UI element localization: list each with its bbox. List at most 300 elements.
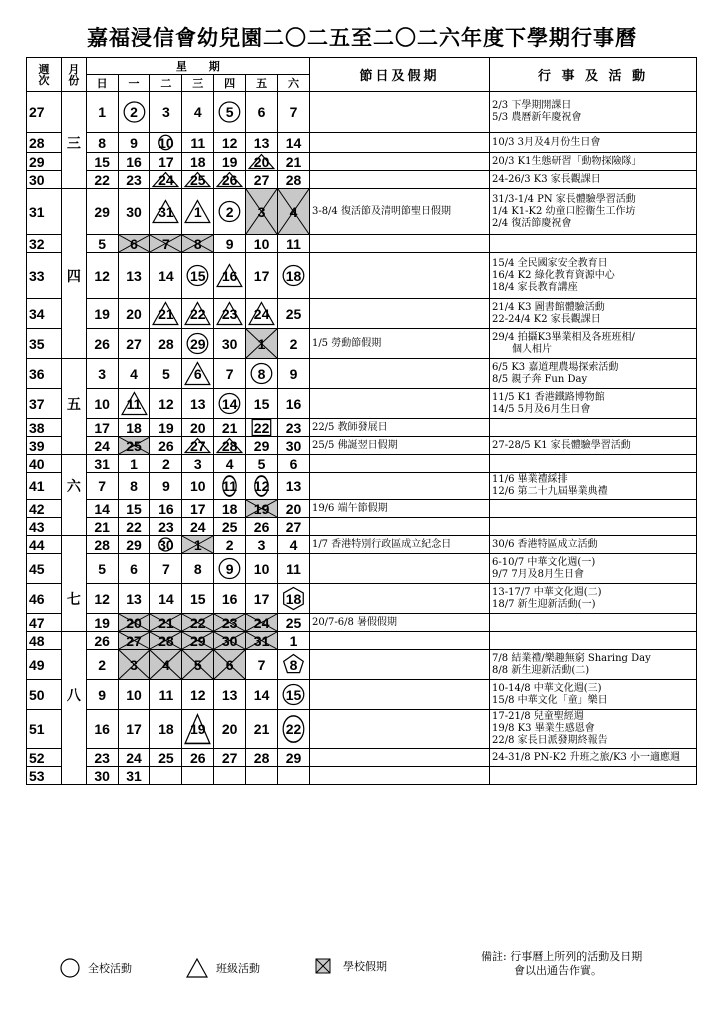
day-number: 27	[126, 335, 142, 352]
day-cell	[150, 473, 182, 500]
day-cell	[278, 518, 310, 536]
day-number: 2	[162, 455, 170, 472]
day-cell	[150, 710, 182, 749]
month-label	[61, 554, 86, 584]
day-number: 26	[253, 518, 270, 535]
day-cell	[86, 329, 118, 359]
day-cell	[86, 614, 118, 632]
day-number: 3	[193, 455, 202, 472]
day-number: 30	[126, 203, 142, 220]
activity-line: 24-31/8 PN-K2 升班之旅/K3 小一適應週	[492, 751, 681, 763]
legend-class: 班級活動	[186, 958, 260, 978]
month-label: 六	[61, 473, 86, 500]
day-cell	[246, 299, 278, 329]
day-cell	[182, 92, 214, 133]
day-cell	[278, 389, 310, 419]
activity-cell	[490, 235, 697, 253]
week-number: 35	[27, 329, 62, 359]
header-month: 月 份	[61, 58, 86, 92]
week-row	[27, 133, 697, 153]
month-label	[61, 749, 86, 767]
holiday-cell	[309, 389, 489, 419]
day-number: 9	[130, 134, 138, 151]
day-number: 18	[190, 153, 206, 170]
day-cell	[86, 299, 118, 329]
day-number: 31	[94, 455, 110, 472]
day-cell	[118, 171, 150, 189]
day-number: 10	[190, 478, 206, 494]
week-row	[27, 171, 697, 189]
day-cell	[278, 680, 310, 710]
day-cell	[182, 359, 214, 389]
day-number: 24	[126, 749, 142, 766]
activity-line: 2/4 復活節慶祝會	[492, 217, 572, 229]
day-number: 23	[221, 614, 238, 631]
week-number: 53	[27, 767, 62, 785]
day-cell	[246, 235, 278, 253]
day-cell	[246, 680, 278, 710]
week-number: 46	[27, 584, 62, 614]
day-number: 17	[190, 500, 206, 517]
day-cell	[118, 253, 150, 299]
day-cell	[214, 710, 246, 749]
day-cell	[118, 419, 150, 437]
day-cell	[118, 632, 150, 650]
day-cell	[86, 189, 118, 235]
activity-line: 22/8 家長日派發期終報告	[492, 735, 608, 746]
day-number: 12	[190, 686, 206, 703]
month-label	[61, 299, 86, 329]
holiday-cell	[309, 235, 489, 253]
activity-cell	[490, 153, 697, 171]
day-number: 19	[190, 721, 206, 737]
holiday-cell: 3-8/4 復活節及清明節聖日假期	[309, 189, 489, 235]
month-label	[61, 235, 86, 253]
day-number: 15	[253, 395, 270, 412]
day-cell	[246, 632, 278, 650]
day-number: 12	[221, 134, 238, 151]
day-number: 30	[221, 335, 238, 352]
header-weekday: 三	[182, 75, 214, 92]
day-cell	[86, 554, 118, 584]
day-cell	[118, 455, 150, 473]
week-number: 27	[27, 92, 62, 133]
week-row	[27, 554, 697, 584]
day-cell	[86, 584, 118, 614]
day-number: 26	[221, 171, 238, 188]
header-week: 週 次	[27, 58, 62, 92]
day-number: 11	[158, 686, 174, 703]
day-number: 23	[221, 305, 238, 322]
week-row	[27, 584, 697, 614]
day-cell	[118, 299, 150, 329]
week-row	[27, 500, 697, 518]
day-cell	[214, 437, 246, 455]
day-cell	[182, 419, 214, 437]
month-label	[61, 171, 86, 189]
day-cell	[118, 437, 150, 455]
day-cell	[182, 235, 214, 253]
activity-line: 30/6 香港特區成立活動	[492, 538, 598, 550]
week-row	[27, 153, 697, 171]
day-number: 13	[126, 267, 142, 284]
day-number: 20	[190, 419, 206, 436]
day-cell	[182, 500, 214, 518]
day-cell	[150, 437, 182, 455]
day-cell	[278, 614, 310, 632]
crossed-box-icon	[315, 958, 331, 974]
day-cell	[182, 299, 214, 329]
day-number: 27	[285, 518, 302, 535]
day-number: 24	[253, 614, 270, 631]
activity-cell	[490, 253, 697, 299]
day-number: 14	[253, 686, 270, 703]
day-cell	[86, 749, 118, 767]
day-number: 11	[190, 134, 206, 151]
day-number: 29	[94, 203, 110, 220]
day-cell	[278, 92, 310, 133]
day-cell	[246, 767, 278, 785]
month-label	[61, 419, 86, 437]
day-cell	[150, 455, 182, 473]
day-number: 19	[158, 419, 174, 436]
day-cell	[214, 680, 246, 710]
day-cell	[278, 536, 310, 554]
day-cell	[150, 171, 182, 189]
day-cell	[118, 767, 150, 785]
day-number: 27	[253, 171, 270, 188]
month-label	[61, 614, 86, 632]
day-cell	[214, 92, 246, 133]
day-number: 25	[285, 614, 302, 631]
day-number: 20	[285, 500, 302, 517]
day-number: 20	[126, 305, 142, 322]
day-cell	[278, 584, 310, 614]
day-number: 3	[98, 365, 107, 382]
week-row	[27, 710, 697, 749]
week-row	[27, 650, 697, 680]
day-cell	[246, 584, 278, 614]
day-number: 25	[285, 305, 302, 322]
day-number: 1	[130, 455, 138, 472]
day-number: 23	[94, 749, 110, 766]
week-number: 44	[27, 536, 62, 554]
holiday-cell: 1/5 勞動節假期	[309, 329, 489, 359]
day-cell	[182, 536, 214, 554]
week-number: 34	[27, 299, 62, 329]
day-number: 24	[94, 437, 110, 454]
day-cell	[246, 389, 278, 419]
holiday-cell	[309, 710, 489, 749]
day-number: 5	[257, 455, 266, 472]
day-cell	[86, 455, 118, 473]
activity-cell	[490, 650, 697, 680]
week-row	[27, 455, 697, 473]
day-number: 16	[158, 500, 174, 517]
week-number: 48	[27, 632, 62, 650]
month-label	[61, 518, 86, 536]
day-number: 18	[285, 590, 302, 607]
day-number: 31	[253, 632, 270, 649]
activity-cell	[490, 749, 697, 767]
day-number: 14	[94, 500, 110, 517]
day-number: 6	[225, 656, 234, 673]
header-weekday: 五	[246, 75, 278, 92]
day-number: 18	[285, 267, 302, 284]
day-cell	[86, 632, 118, 650]
activity-line: 11/6 畢業禮綵排	[492, 474, 568, 485]
day-number: 18	[221, 500, 238, 517]
day-cell	[150, 389, 182, 419]
day-cell	[246, 437, 278, 455]
day-number: 12	[253, 478, 270, 494]
day-number: 10	[253, 560, 270, 577]
month-label	[61, 92, 86, 133]
week-row	[27, 419, 697, 437]
week-number: 42	[27, 500, 62, 518]
triangle-icon	[186, 958, 208, 978]
activity-line: 15/8 中華文化「童」樂日	[492, 694, 608, 706]
day-number: 20	[221, 721, 238, 737]
activity-cell	[490, 767, 697, 785]
day-cell	[86, 389, 118, 419]
day-number: 4	[130, 365, 138, 382]
activity-line: 8/5 親子奔 Fun Day	[492, 373, 588, 385]
day-number: 22	[94, 171, 110, 188]
activity-line: 8/8 新生迎新活動(二)	[492, 664, 590, 676]
day-number: 10	[158, 134, 174, 151]
week-row	[27, 614, 697, 632]
activity-line: 13-17/7 中華文化週(二)	[492, 586, 602, 598]
week-row	[27, 189, 697, 235]
day-number: 9	[289, 365, 298, 382]
activity-line: 29/4 拍攝K3畢業相及各班班相/	[492, 331, 635, 343]
week-number: 52	[27, 749, 62, 767]
day-number: 25	[126, 437, 142, 454]
day-cell	[246, 710, 278, 749]
day-cell	[150, 329, 182, 359]
day-number: 22	[285, 721, 302, 737]
day-number: 2	[130, 104, 138, 120]
legend-holiday: 學校假期	[315, 958, 387, 974]
day-number: 11	[286, 235, 301, 252]
day-number: 3	[162, 104, 170, 120]
day-number: 12	[158, 395, 174, 412]
week-number: 51	[27, 710, 62, 749]
holiday-cell	[309, 299, 489, 329]
day-number: 18	[158, 721, 174, 737]
week-number: 40	[27, 455, 62, 473]
activity-line: 22-24/4 K2 家長觀課日	[492, 313, 601, 325]
activity-line: 27-28/5 K1 家長體驗學習活動	[492, 439, 631, 451]
day-number: 4	[289, 203, 298, 220]
day-cell	[214, 584, 246, 614]
week-row	[27, 235, 697, 253]
holiday-cell	[309, 455, 489, 473]
activity-line: 18/4 家長教育講座	[492, 281, 578, 293]
day-cell	[214, 518, 246, 536]
day-number: 9	[225, 235, 234, 252]
day-cell	[182, 153, 214, 171]
holiday-cell	[309, 153, 489, 171]
day-cell	[150, 500, 182, 518]
day-number: 12	[94, 267, 110, 284]
day-number: 2	[225, 203, 234, 220]
day-cell	[214, 749, 246, 767]
activity-cell	[490, 359, 697, 389]
day-number: 21	[285, 153, 302, 170]
week-number: 43	[27, 518, 62, 536]
day-cell	[150, 767, 182, 785]
activity-cell	[490, 171, 697, 189]
activity-cell	[490, 473, 697, 500]
day-number: 29	[190, 632, 206, 649]
header-holidays: 節日及假期	[309, 58, 489, 92]
day-cell	[246, 650, 278, 680]
holiday-cell	[309, 650, 489, 680]
month-label	[61, 650, 86, 680]
day-cell	[278, 650, 310, 680]
day-cell	[150, 518, 182, 536]
week-row	[27, 749, 697, 767]
day-cell	[150, 235, 182, 253]
day-cell	[246, 253, 278, 299]
day-number: 7	[162, 235, 170, 252]
day-number: 8	[257, 365, 266, 382]
day-number: 24	[158, 171, 174, 188]
day-cell	[118, 500, 150, 518]
activity-cell	[490, 133, 697, 153]
activity-cell	[490, 584, 697, 614]
day-cell	[182, 253, 214, 299]
day-number: 8	[193, 235, 202, 252]
week-number: 47	[27, 614, 62, 632]
day-number: 27	[126, 632, 142, 649]
day-cell	[118, 710, 150, 749]
day-cell	[86, 536, 118, 554]
week-row	[27, 767, 697, 785]
activity-cell	[490, 536, 697, 554]
day-number: 4	[225, 455, 234, 472]
activity-line: 6/5 K3 嘉道理農場探索活動	[492, 361, 619, 373]
day-cell	[182, 767, 214, 785]
day-number: 18	[126, 419, 142, 436]
day-cell	[246, 92, 278, 133]
day-number: 13	[253, 134, 270, 151]
week-number: 39	[27, 437, 62, 455]
activity-line: 7/8 結業禮/樂趣無窮 Sharing Day	[492, 652, 651, 664]
day-number: 28	[94, 536, 110, 553]
day-cell	[214, 133, 246, 153]
day-cell	[246, 133, 278, 153]
day-cell	[278, 189, 310, 235]
day-cell	[278, 359, 310, 389]
activity-cell	[490, 500, 697, 518]
month-label: 五	[61, 389, 86, 419]
day-number: 19	[94, 614, 110, 631]
month-label	[61, 767, 86, 785]
activity-cell	[490, 437, 697, 455]
day-cell	[182, 171, 214, 189]
day-cell	[86, 767, 118, 785]
month-label: 四	[61, 253, 86, 299]
day-number: 22	[190, 614, 206, 631]
week-row	[27, 253, 697, 299]
day-number: 27	[221, 749, 238, 766]
holiday-cell	[309, 359, 489, 389]
day-cell	[246, 518, 278, 536]
day-number: 29	[253, 437, 270, 454]
day-cell	[278, 171, 310, 189]
day-number: 1	[193, 203, 202, 220]
day-number: 16	[221, 267, 238, 284]
day-number: 29	[126, 536, 142, 553]
activity-cell	[490, 189, 697, 235]
day-cell	[182, 584, 214, 614]
day-number: 9	[162, 478, 170, 494]
day-cell	[278, 632, 310, 650]
holiday-cell	[309, 554, 489, 584]
activity-line: 21/4 K3 圖書館體驗活動	[492, 301, 605, 313]
week-row	[27, 632, 697, 650]
day-number: 4	[162, 656, 170, 673]
day-cell	[150, 536, 182, 554]
day-cell	[214, 473, 246, 500]
activity-line: 9/7 7月及8月生日會	[492, 568, 585, 580]
day-number: 6	[193, 365, 202, 382]
day-number: 7	[162, 560, 170, 577]
day-cell	[214, 614, 246, 632]
day-cell	[182, 473, 214, 500]
day-cell	[214, 554, 246, 584]
day-cell	[150, 133, 182, 153]
day-cell	[278, 500, 310, 518]
day-cell	[278, 299, 310, 329]
day-number: 11	[222, 478, 238, 494]
day-number: 5	[98, 235, 107, 252]
day-number: 5	[98, 560, 107, 577]
legend-school: 全校活動	[60, 958, 132, 978]
day-cell	[150, 299, 182, 329]
day-number: 8	[130, 478, 138, 494]
day-number: 28	[221, 437, 238, 454]
day-cell	[182, 437, 214, 455]
day-cell	[118, 650, 150, 680]
day-number: 27	[190, 437, 206, 454]
day-number: 26	[158, 437, 174, 454]
day-number: 15	[126, 500, 142, 517]
day-number: 19	[253, 500, 270, 517]
week-number: 50	[27, 680, 62, 710]
day-cell	[86, 171, 118, 189]
week-number: 41	[27, 473, 62, 500]
activity-line: 11/5 K1 香港鐵路博物館	[492, 391, 605, 403]
day-cell	[278, 419, 310, 437]
day-number: 23	[158, 518, 174, 535]
day-cell	[150, 153, 182, 171]
day-cell	[118, 536, 150, 554]
week-row	[27, 92, 697, 133]
activity-line: 19/8 K3 畢業生感恩會	[492, 723, 595, 734]
week-number: 32	[27, 235, 62, 253]
day-cell	[246, 473, 278, 500]
day-number: 15	[94, 153, 110, 170]
day-cell	[118, 189, 150, 235]
holiday-cell: 19/6 端午節假期	[309, 500, 489, 518]
day-cell	[86, 153, 118, 171]
day-number: 15	[285, 686, 302, 703]
day-number: 14	[158, 267, 174, 284]
